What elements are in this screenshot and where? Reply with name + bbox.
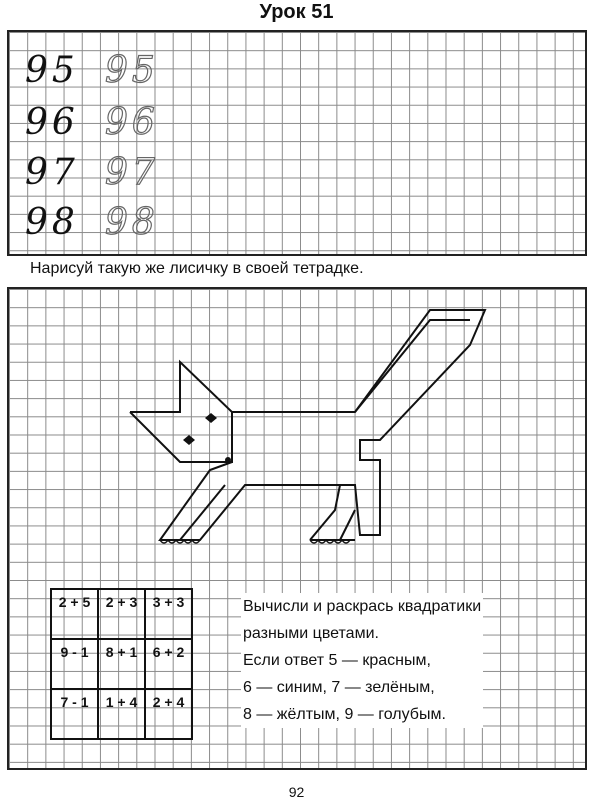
table-cell: 2 + 4: [145, 689, 192, 739]
exercise-line: 8 — жёлтым, 9 — голубым.: [243, 706, 446, 723]
exercise-text: [241, 593, 483, 728]
table-cell: 2 + 5: [51, 589, 98, 639]
exercise-line: 6 — синим, 7 — зелёным,: [243, 679, 435, 696]
trace-number: 95: [105, 50, 159, 91]
exercise-line: разными цветами.: [243, 625, 379, 642]
coloring-table: [50, 588, 193, 740]
table-cell: 3 + 3: [145, 589, 192, 639]
fox-leg: [310, 485, 340, 540]
sample-number: 96: [25, 102, 79, 143]
table-row: [51, 589, 192, 639]
exercise-line: Вычисли и раскрась квадратики: [243, 598, 482, 615]
table-row: [51, 689, 192, 739]
exercise-line: Если ответ 5 — красным,: [243, 652, 431, 669]
table-cell: 7 - 1: [51, 689, 98, 739]
trace-number: 96: [105, 102, 159, 143]
fox-leg: [340, 510, 355, 540]
table-cell: 6 + 2: [145, 639, 192, 689]
fox-nose: [225, 457, 231, 463]
trace-number: 98: [105, 202, 159, 243]
table-cell: 2 + 3: [98, 589, 145, 639]
table-cell: 1 + 4: [98, 689, 145, 739]
fox-eye: [205, 413, 217, 423]
sample-number: 98: [25, 202, 79, 243]
table-cell: 8 + 1: [98, 639, 145, 689]
sample-number: 97: [25, 152, 79, 193]
table-cell: 9 - 1: [51, 639, 98, 689]
fox-leg: [180, 485, 225, 540]
trace-number: 97: [105, 152, 159, 193]
sample-number: 95: [25, 50, 79, 91]
page-number: 92: [288, 784, 305, 800]
page-title: Урок 51: [259, 1, 334, 23]
drawing-instruction: Нарисуй такую же лисичку в своей тетрадке.: [30, 260, 364, 277]
fox-eye: [183, 435, 195, 445]
fox-face: [183, 413, 231, 463]
table-row: [51, 639, 192, 689]
fox-head-outline: [130, 362, 232, 462]
